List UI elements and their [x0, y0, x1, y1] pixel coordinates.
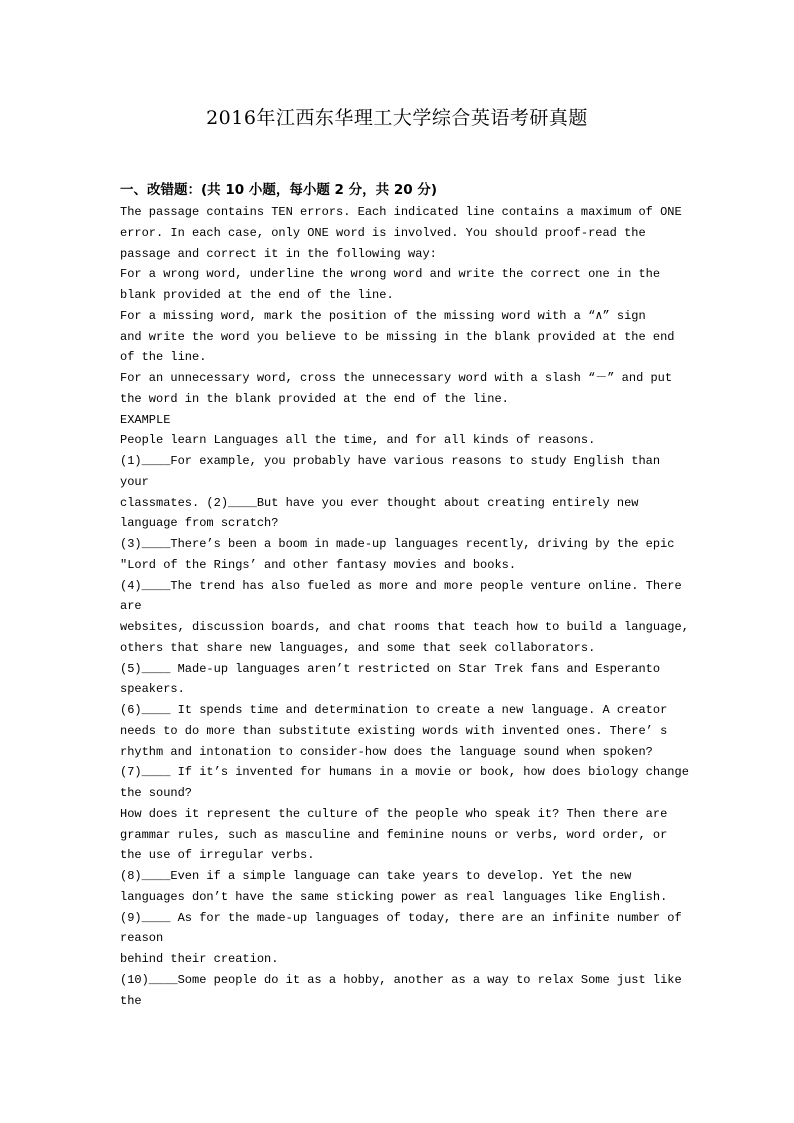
passage-line: languages don’t have the same sticking power as real languages like English. — [120, 889, 668, 904]
passage-line: passage and correct it in the following way: — [120, 246, 437, 261]
passage-line: (7)____ If it’s invented for humans in a movie or book, how does biology change — [120, 765, 689, 780]
passage-line: reason — [120, 931, 164, 946]
passage-line: the sound? — [120, 786, 193, 800]
passage-line: (1)____For example, you probably have various reasons to study English than — [120, 454, 661, 468]
passage-line: (5)____ Made-up languages aren’t restricted on Star Trek fans and Esperanto — [120, 661, 661, 676]
passage-line: language from scratch? — [120, 516, 279, 531]
passage-line: (3)____There’s been a boom in made-up languages recently, driving by the epic — [120, 537, 675, 551]
passage-line: behind their creation. — [120, 952, 279, 966]
passage-line: (9)____ As for the made-up languages of today, there are an infinite number of — [120, 910, 682, 925]
passage-line: For a missing word, mark the position of the missing word with a “∧” sign — [120, 308, 646, 323]
passage-line: grammar rules, such as masculine and feminine nouns or verbs, word order, or — [120, 827, 668, 842]
document-title: 2016年江西东华理工大学综合英语考研真题 — [206, 107, 588, 129]
passage-line: of the line. — [120, 350, 207, 365]
passage-line: the use of irregular verbs. — [120, 848, 315, 863]
passage-line: How does it represent the culture of the people who speak it? Then there are — [120, 806, 668, 821]
passage-line: your — [120, 474, 149, 489]
passage-line: classmates. (2)____But have you ever thought about creating entirely new — [120, 495, 639, 510]
passage-body — [120, 202, 689, 1011]
passage-line: The passage contains TEN errors. Each indicated line contains a maximum of ONE — [120, 205, 682, 219]
passage-line: and write the word you believe to be missing in the blank provided at the end — [120, 329, 675, 344]
passage-line: (10)____Some people do it as a hobby, another as a way to relax Some just like — [120, 972, 682, 987]
passage-line: needs to do more than substitute existing words with invented ones. There’ s — [120, 723, 668, 738]
passage-line: websites, discussion boards, and chat rooms that teach how to build a language, — [120, 620, 689, 634]
passage-line: (6)____ It spends time and determination to create a new language. A creator — [120, 703, 668, 717]
passage-line: For an unnecessary word, cross the unnecessary word with a slash “－” and put — [120, 371, 673, 385]
passage-line: speakers. — [120, 682, 185, 697]
passage-line: error. In each case, only ONE word is involved. You should proof-read the — [120, 225, 646, 240]
passage-line: (8)____Even if a simple language can take years to develop. Yet the new — [120, 869, 632, 883]
section-heading: 一、改错题：(共 10 小题，每小题 2 分，共 20 分) — [120, 182, 438, 198]
passage-line: (4)____The trend has also fueled as more and more people venture online. There — [120, 578, 682, 593]
passage-line: others that share new languages, and some that seek collaborators. — [120, 640, 596, 655]
passage-line: For a wrong word, underline the wrong word and write the correct one in the — [120, 267, 661, 282]
passage-line: are — [120, 599, 142, 614]
passage-line: the word in the blank provided at the end of the line. — [120, 391, 509, 406]
passage-line: blank provided at the end of the line. — [120, 288, 394, 302]
passage-line: rhythm and intonation to consider-how does the language sound when spoken? — [120, 744, 653, 759]
passage-line: EXAMPLE — [120, 412, 171, 427]
passage-line: the — [120, 993, 142, 1008]
passage-line: "Lord of the Rings’ and other fantasy movies and books. — [120, 557, 517, 572]
passage-line: People learn Languages all the time, and for all kinds of reasons. — [120, 433, 596, 448]
